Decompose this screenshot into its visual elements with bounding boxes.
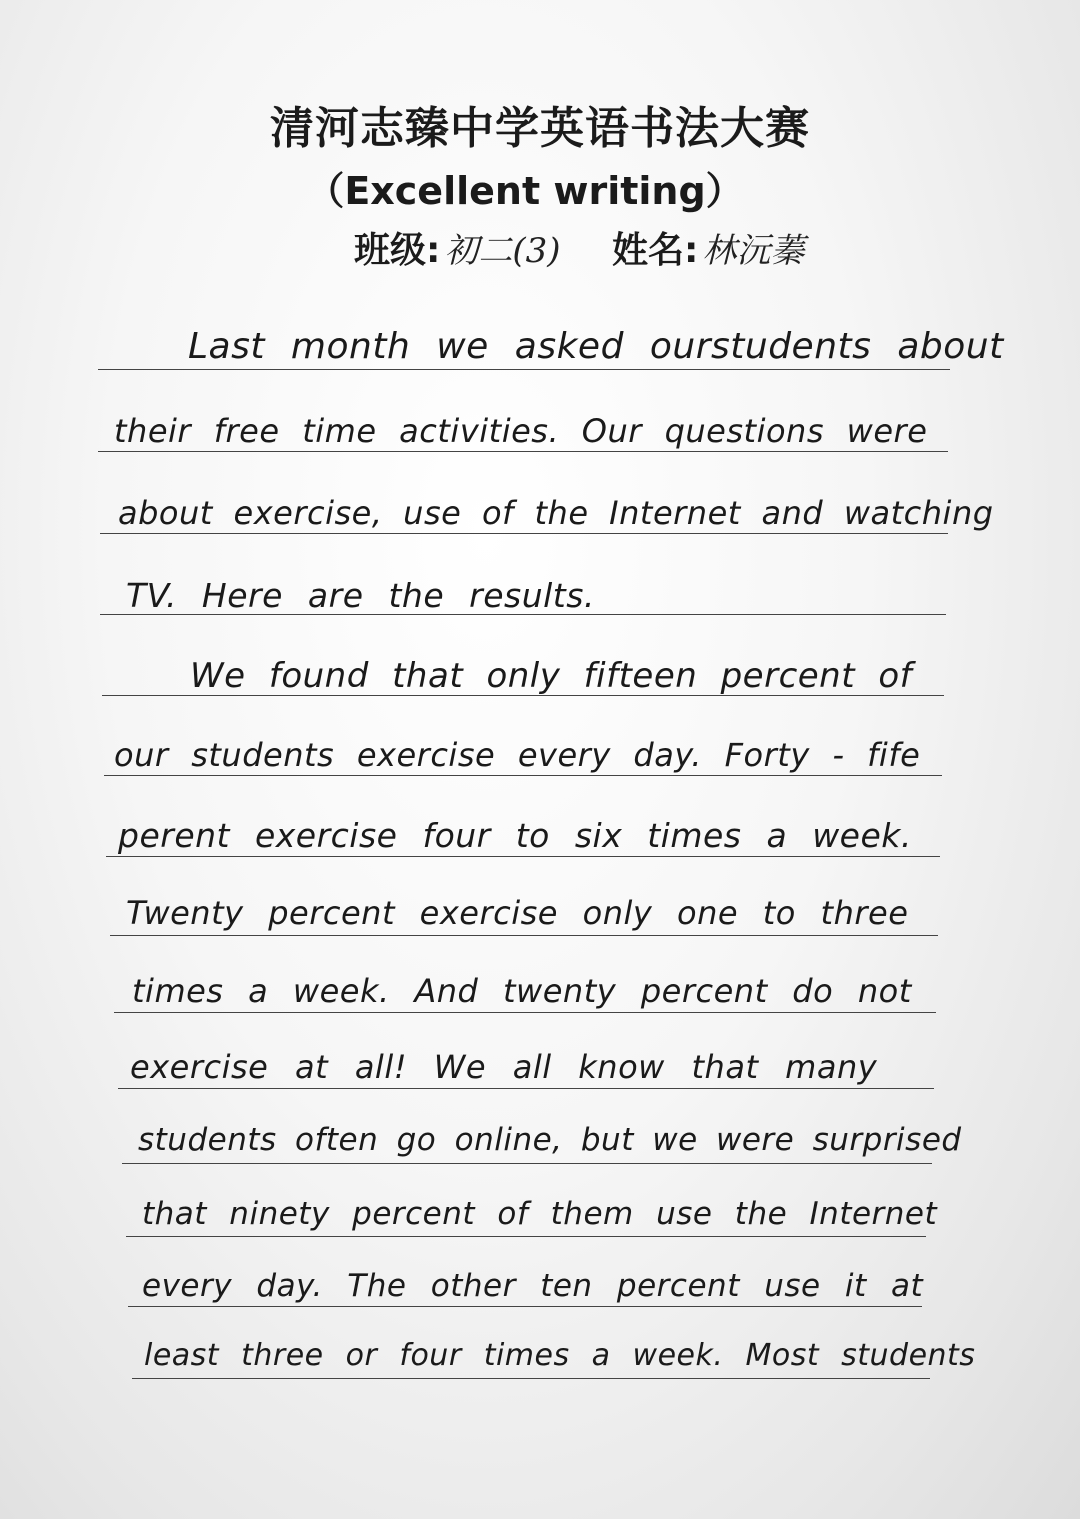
class-value: 初二(3) bbox=[444, 231, 561, 271]
ruled-line bbox=[132, 1378, 930, 1379]
ruled-line bbox=[98, 369, 950, 370]
class-field bbox=[354, 222, 561, 273]
ruled-line bbox=[118, 1088, 934, 1089]
handwritten-line: about exercise, use of the Internet and watching bbox=[118, 494, 994, 532]
handwritten-line: students often go online, but we were surprised bbox=[138, 1122, 962, 1158]
handwritten-line: Last month we asked ourstudents about bbox=[188, 326, 1004, 367]
handwritten-line: their free time activities. Our questions were bbox=[114, 412, 928, 450]
contest-title: 清河志臻中学英语书法大赛 bbox=[270, 103, 810, 154]
ruled-line bbox=[98, 451, 948, 452]
ruled-line bbox=[114, 1012, 936, 1013]
handwritten-line: perent exercise four to six times a week. bbox=[118, 816, 912, 855]
ruled-line bbox=[100, 533, 948, 534]
handwritten-line: least three or four times a week. Most students bbox=[144, 1338, 976, 1373]
name-value: 林沅蓁 bbox=[702, 231, 805, 271]
handwritten-line: We found that only fifteen percent of bbox=[190, 656, 913, 696]
handwritten-line: that ninety percent of them use the Internet bbox=[142, 1196, 938, 1232]
ruled-line bbox=[126, 1236, 926, 1237]
contest-subtitle: （Excellent writing） bbox=[306, 169, 744, 213]
class-label: 班级: bbox=[354, 230, 441, 271]
name-label: 姓名: bbox=[612, 230, 699, 271]
handwritten-line: our students exercise every day. Forty - fife bbox=[114, 736, 921, 774]
handwritten-line: every day. The other ten percent use it at bbox=[142, 1268, 924, 1304]
handwritten-line: exercise at all! We all know that many bbox=[130, 1048, 878, 1086]
ruled-line bbox=[106, 856, 940, 857]
ruled-line bbox=[128, 1306, 922, 1307]
handwritten-line: Twenty percent exercise only one to three bbox=[126, 894, 909, 932]
ruled-line bbox=[122, 1163, 932, 1164]
name-field bbox=[612, 222, 804, 273]
ruled-line bbox=[104, 775, 942, 776]
handwritten-line: TV. Here are the results. bbox=[126, 576, 595, 615]
handwritten-line: times a week. And twenty percent do not bbox=[132, 972, 912, 1010]
ruled-line bbox=[110, 935, 938, 936]
